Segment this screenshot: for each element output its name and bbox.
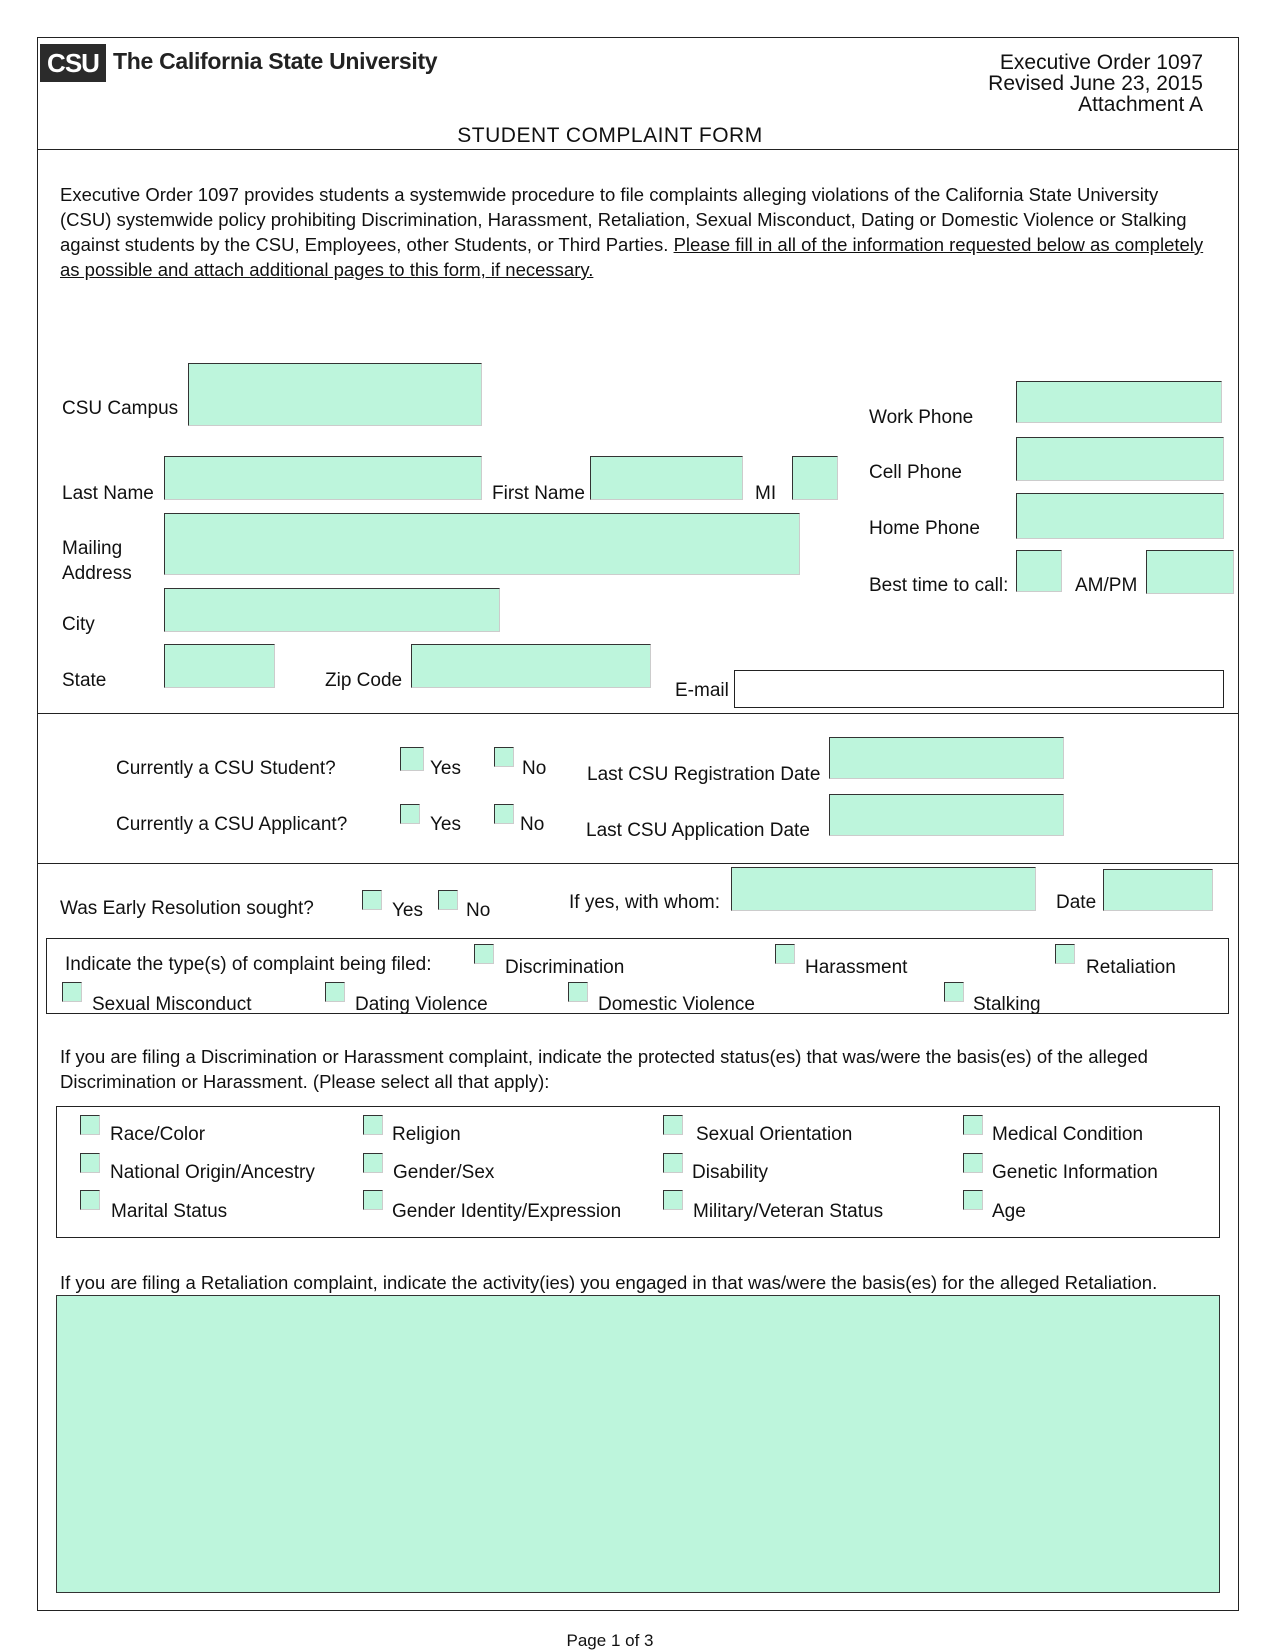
first-name-field[interactable] <box>590 456 743 500</box>
university-name: The California State University <box>113 48 438 74</box>
document-reference <box>988 52 1203 115</box>
email-field[interactable] <box>734 670 1224 708</box>
work-phone-field[interactable] <box>1016 381 1222 423</box>
divider <box>37 863 1239 864</box>
divider <box>37 149 1239 150</box>
best-time-label: Best time to call: <box>869 575 1009 596</box>
current-applicant-label: Currently a CSU Applicant? <box>116 814 348 835</box>
genetic-information-label: Genetic Information <box>992 1162 1158 1183</box>
mi-label: MI <box>755 483 777 504</box>
retaliation-prompt: If you are filing a Retaliation complaint, indicate the activity(ies) you engaged in that was/were the basis(es) for the alleged Retaliation. <box>60 1272 1158 1293</box>
domestic-violence-label: Domestic Violence <box>598 994 756 1015</box>
last-registration-label: Last CSU Registration Date <box>587 764 821 785</box>
early-resolution-no-checkbox[interactable] <box>438 890 458 910</box>
city-field[interactable] <box>164 588 500 632</box>
age-label: Age <box>992 1201 1026 1222</box>
domestic-violence-checkbox[interactable] <box>568 982 588 1002</box>
state-label: State <box>62 670 107 691</box>
sexual-orientation-checkbox[interactable] <box>663 1115 683 1135</box>
race-color-checkbox[interactable] <box>80 1115 100 1135</box>
discrimination-checkbox[interactable] <box>474 944 494 964</box>
applicant-yes-checkbox[interactable] <box>400 804 420 824</box>
form-title: STUDENT COMPLAINT FORM <box>457 124 763 147</box>
military-veteran-checkbox[interactable] <box>663 1190 683 1210</box>
early-resolution-label: Was Early Resolution sought? <box>60 898 314 919</box>
religion-checkbox[interactable] <box>363 1115 383 1135</box>
page-number: Page 1 of 3 <box>566 1631 654 1650</box>
marital-status-label: Marital Status <box>111 1201 228 1222</box>
early-resolution-yes-checkbox[interactable] <box>362 890 382 910</box>
with-whom-label: If yes, with whom: <box>569 892 720 913</box>
retaliation-label: Retaliation <box>1086 957 1176 978</box>
medical-condition-checkbox[interactable] <box>963 1115 983 1135</box>
student-no-checkbox[interactable] <box>494 747 514 767</box>
zip-code-field[interactable] <box>411 644 651 688</box>
student-yes-label: Yes <box>430 758 461 779</box>
gender-sex-label: Gender/Sex <box>393 1162 495 1183</box>
sexual-misconduct-label: Sexual Misconduct <box>92 994 252 1015</box>
mailing-address-field[interactable] <box>164 513 800 575</box>
mailing-address-label: Mailing Address <box>62 538 132 584</box>
attachment-label: Attachment A <box>1078 93 1203 116</box>
disability-label: Disability <box>692 1162 769 1183</box>
last-application-label: Last CSU Application Date <box>586 820 810 841</box>
student-no-label: No <box>522 758 547 779</box>
race-color-label: Race/Color <box>110 1124 206 1145</box>
national-origin-label: National Origin/Ancestry <box>110 1162 315 1183</box>
religion-label: Religion <box>392 1124 461 1145</box>
early-resolution-yes-label: Yes <box>392 900 423 921</box>
with-whom-field[interactable] <box>731 867 1036 911</box>
exec-order-label: Executive Order 1097 <box>999 51 1203 74</box>
military-veteran-label: Military/Veteran Status <box>693 1201 884 1222</box>
early-resolution-date-label: Date <box>1056 892 1097 913</box>
email-label: E-mail <box>675 680 729 701</box>
cell-phone-field[interactable] <box>1016 437 1224 481</box>
ampm-field[interactable] <box>1146 550 1234 594</box>
stalking-label: Stalking <box>973 994 1041 1015</box>
harassment-checkbox[interactable] <box>775 944 795 964</box>
csu-campus-field[interactable] <box>188 363 482 426</box>
last-name-field[interactable] <box>164 456 482 500</box>
genetic-information-checkbox[interactable] <box>963 1153 983 1173</box>
early-resolution-no-label: No <box>466 900 491 921</box>
applicant-yes-label: Yes <box>430 814 461 835</box>
last-name-label: Last Name <box>62 483 154 504</box>
zip-code-label: Zip Code <box>325 670 403 691</box>
csu-campus-label: CSU Campus <box>62 398 179 419</box>
retaliation-checkbox[interactable] <box>1055 944 1075 964</box>
last-registration-field[interactable] <box>829 737 1064 779</box>
medical-condition-label: Medical Condition <box>992 1124 1144 1145</box>
stalking-checkbox[interactable] <box>944 982 964 1002</box>
state-field[interactable] <box>164 644 275 688</box>
gender-sex-checkbox[interactable] <box>363 1153 383 1173</box>
protected-status-prompt: If you are filing a Discrimination or Harassment complaint, indicate the protected status(es) that was/were the basis(es) of the alleged Discrimination or Harassment. (Please select all that apply): <box>60 1046 1148 1092</box>
ampm-label: AM/PM <box>1075 575 1138 596</box>
dating-violence-checkbox[interactable] <box>325 982 345 1002</box>
age-checkbox[interactable] <box>963 1190 983 1210</box>
gender-identity-label: Gender Identity/Expression <box>392 1201 622 1222</box>
divider <box>37 713 1239 714</box>
work-phone-label: Work Phone <box>869 407 974 428</box>
mi-field[interactable] <box>792 456 838 500</box>
disability-checkbox[interactable] <box>663 1153 683 1173</box>
revised-date: Revised June 23, 2015 <box>988 72 1203 95</box>
early-resolution-date-field[interactable] <box>1103 869 1213 911</box>
cell-phone-label: Cell Phone <box>869 462 962 483</box>
complaint-type-prompt: Indicate the type(s) of complaint being filed: <box>65 954 432 975</box>
student-yes-checkbox[interactable] <box>400 747 424 771</box>
city-label: City <box>62 614 95 635</box>
marital-status-checkbox[interactable] <box>80 1190 100 1210</box>
intro-paragraph <box>60 182 1210 282</box>
harassment-label: Harassment <box>805 957 908 978</box>
national-origin-checkbox[interactable] <box>80 1153 100 1173</box>
first-name-label: First Name <box>492 483 585 504</box>
sexual-orientation-label: Sexual Orientation <box>696 1124 853 1145</box>
home-phone-label: Home Phone <box>869 518 980 539</box>
csu-logo-mark: CSU <box>40 44 106 82</box>
sexual-misconduct-checkbox[interactable] <box>62 982 82 1002</box>
gender-identity-checkbox[interactable] <box>363 1190 383 1210</box>
best-time-field[interactable] <box>1016 550 1062 592</box>
current-student-label: Currently a CSU Student? <box>116 758 336 779</box>
retaliation-activity-field[interactable] <box>56 1295 1220 1593</box>
intro-text: Executive Order 1097 provides students a systemwide procedure to file complaints alleging violations of the California State University (CSU) systemwide policy prohibiting Discrimination, Harassment, Retaliation, Sexual Misconduct, Dating or Domestic Violence or Stalking against students by the CSU, Employees, other Students, or Third Parties. <box>60 184 1187 255</box>
dating-violence-label: Dating Violence <box>355 994 488 1015</box>
applicant-no-label: No <box>520 814 545 835</box>
discrimination-label: Discrimination <box>505 957 625 978</box>
intro-instruction: Please fill in all of the information requested below as completely as possible and attach additional pages to this form, if necessary. <box>60 234 1204 280</box>
applicant-no-checkbox[interactable] <box>494 804 514 824</box>
home-phone-field[interactable] <box>1016 493 1224 539</box>
last-application-field[interactable] <box>829 794 1064 836</box>
